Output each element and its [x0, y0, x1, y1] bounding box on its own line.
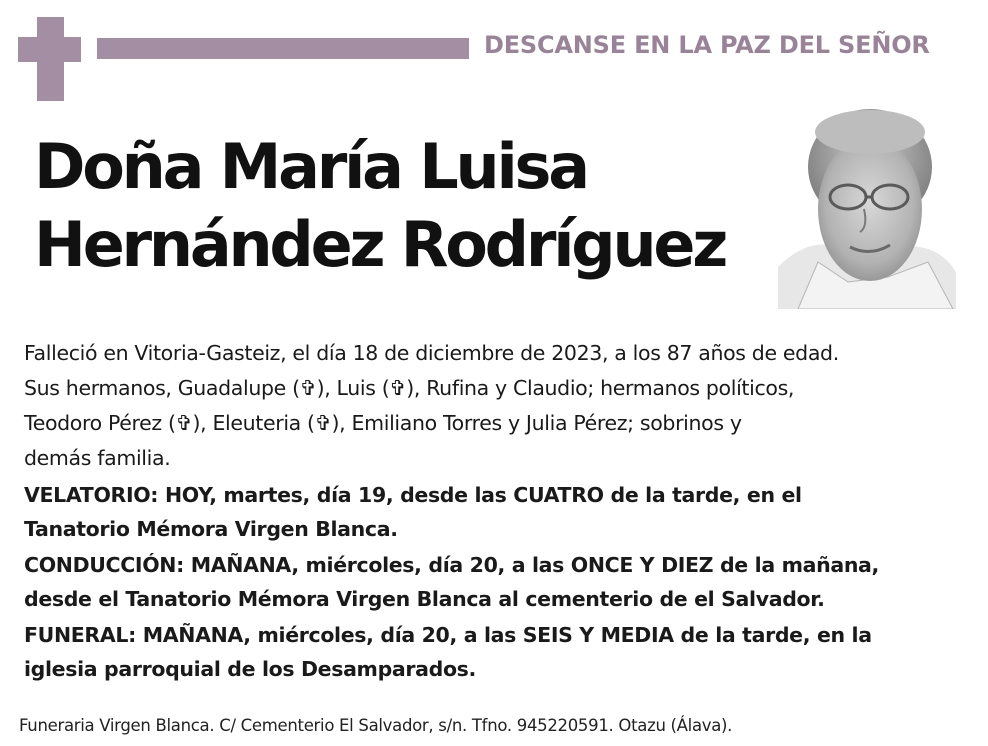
- family-line: demás familia.: [24, 446, 171, 470]
- conduccion-line: desde el Tanatorio Mémora Virgen Blanca al cementerio de el Salvador.: [24, 587, 825, 611]
- deceased-name-line2: Hernández Rodríguez: [34, 208, 726, 281]
- header-divider-bar: [97, 38, 469, 59]
- family-line: Sus hermanos, Guadalupe (✞), Luis (✞), Rufina y Claudio; hermanos políticos,: [24, 376, 795, 400]
- funeral-line: FUNERAL: MAÑANA, miércoles, día 20, a las SEIS Y MEDIA de la tarde, en la: [24, 623, 872, 647]
- death-notice: Falleció en Vitoria-Gasteiz, el día 18 de diciembre de 2023, a los 87 años de edad.: [24, 341, 839, 365]
- velatorio-line: Tanatorio Mémora Virgen Blanca.: [24, 517, 398, 541]
- family-paragraph: [24, 371, 959, 476]
- conduccion-paragraph: [24, 548, 959, 616]
- deceased-portrait-photo: [778, 97, 956, 309]
- velatorio-line: VELATORIO: HOY, martes, día 19, desde las CUATRO de la tarde, en el: [24, 483, 802, 507]
- family-line: Teodoro Pérez (✞), Eleuteria (✞), Emiliano Torres y Julia Pérez; sobrinos y: [24, 411, 742, 435]
- velatorio-paragraph: [24, 478, 959, 546]
- obituary-body: [24, 335, 959, 686]
- cross-horizontal-bar: [18, 37, 81, 62]
- conduccion-line: CONDUCCIÓN: MAÑANA, miércoles, día 20, a las ONCE Y DIEZ de la mañana,: [24, 553, 879, 577]
- deceased-name-line1: Doña María Luisa: [34, 130, 587, 203]
- funeral-paragraph: [24, 618, 959, 686]
- header-motto: DESCANSE EN LA PAZ DEL SEÑOR: [484, 31, 930, 59]
- deceased-name: [34, 128, 725, 284]
- funeral-home-footer: Funeraria Virgen Blanca. C/ Cementerio El Salvador, s/n. Tfno. 945220591. Otazu (Álava).: [19, 716, 733, 735]
- funeral-line: iglesia parroquial de los Desamparados.: [24, 657, 476, 681]
- portrait-image: [778, 97, 956, 309]
